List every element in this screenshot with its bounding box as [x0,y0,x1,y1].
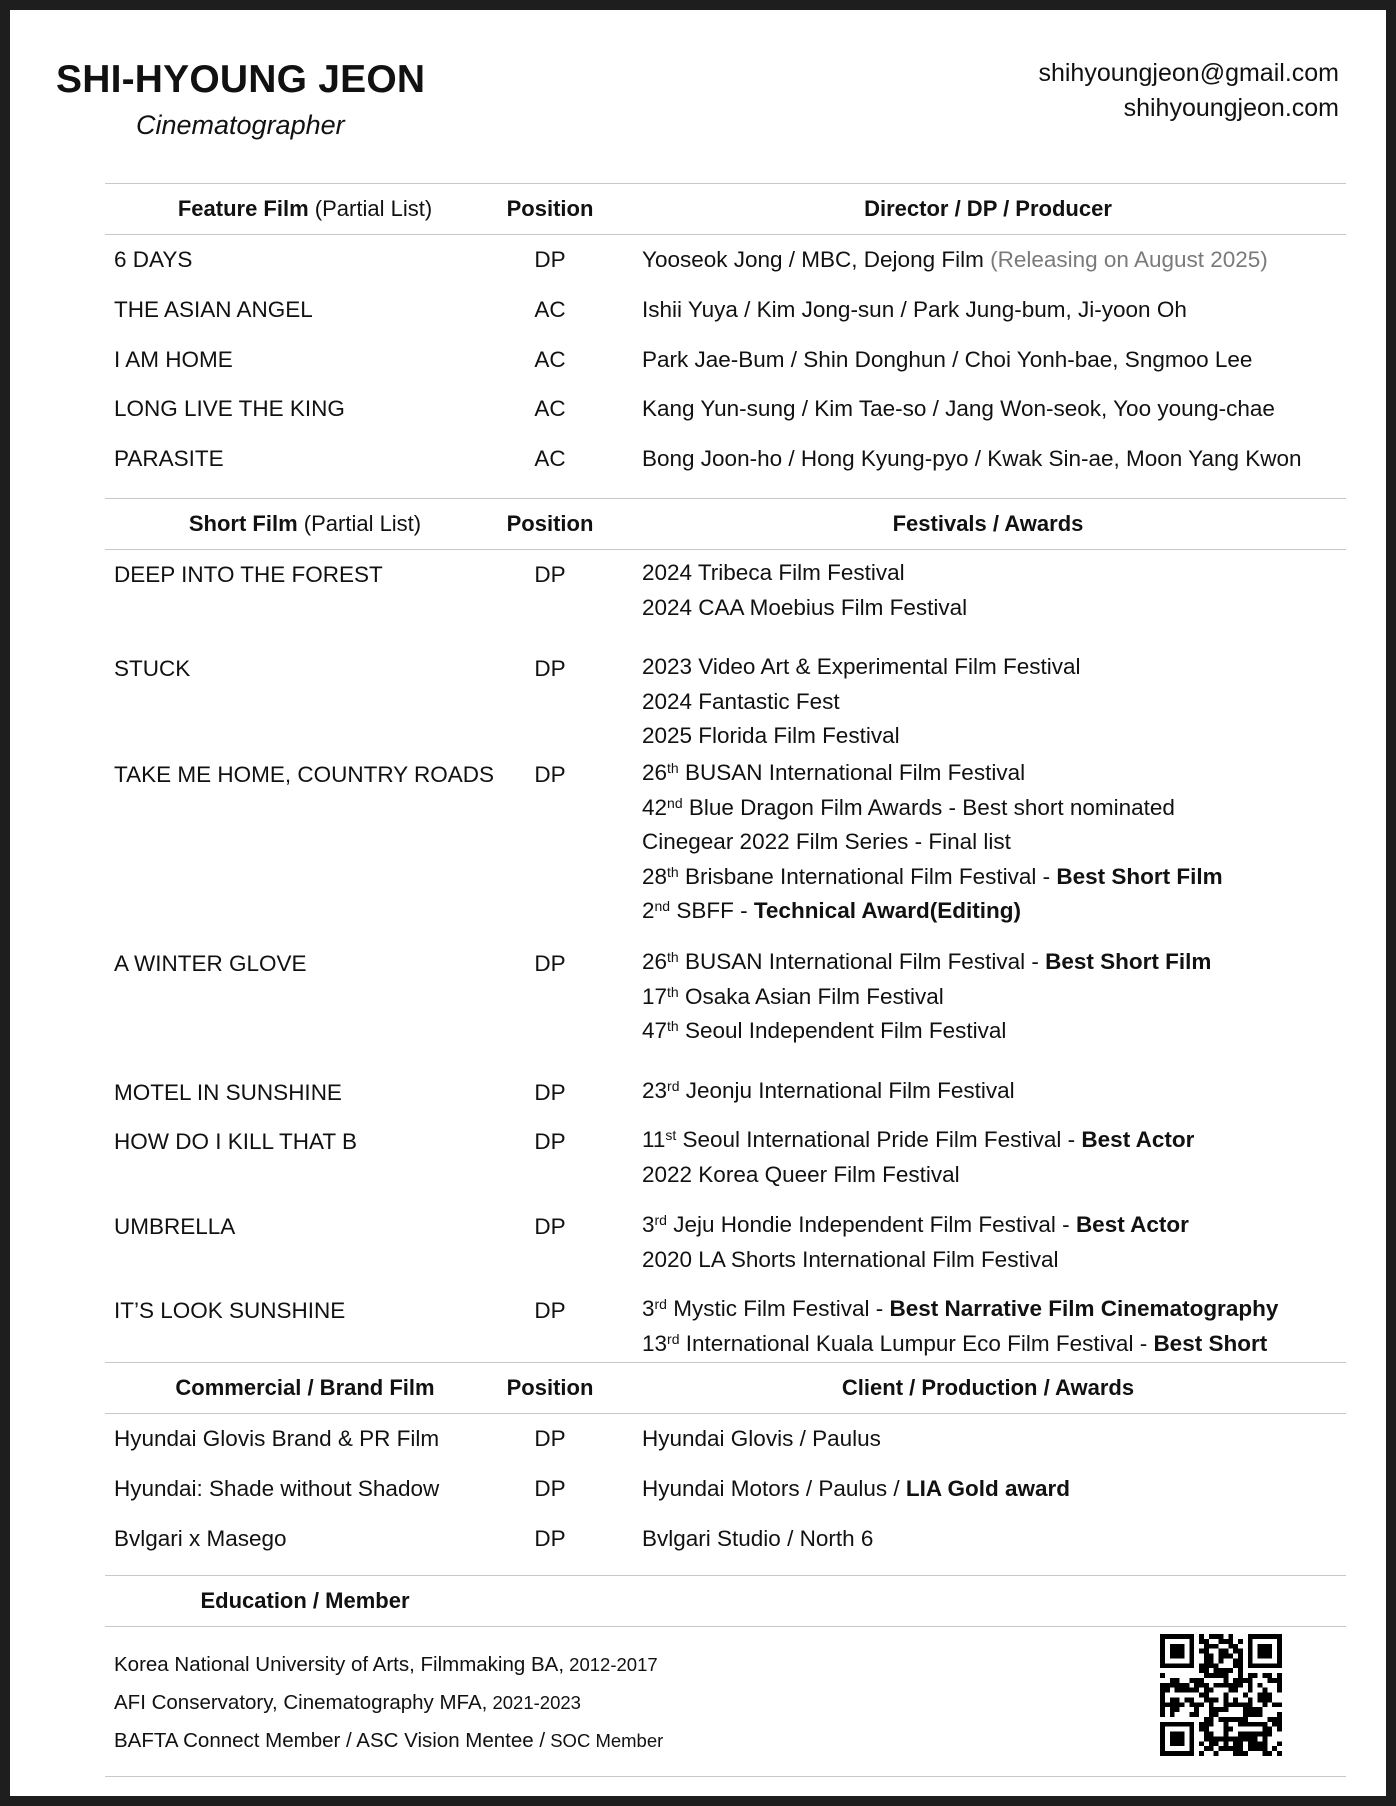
education-section [105,1575,1346,1627]
festival-line: Cinegear 2022 Film Series - Final list [642,829,1011,854]
feature-col-note: (Partial List) [314,196,433,221]
commercial-client: Bvlgari Studio / North 6 [642,1526,874,1551]
film-title: 6 DAYS [114,247,193,272]
festival-line: 42nd Blue Dragon Film Awards - Best short nominated [642,794,1175,820]
festival-list [642,1123,1194,1192]
film-position: DP [534,762,566,787]
commercial-col-position: Position [506,1375,594,1400]
short-film-header [105,498,1346,550]
film-title: MOTEL IN SUNSHINE [114,1080,342,1105]
commercial-position: DP [534,1426,566,1451]
festival-line: 2023 Video Art & Experimental Film Festival [642,654,1081,679]
list-item: AFI Conservatory, Cinematography MFA, 2021-2023 [114,1691,581,1714]
festival-line: 47th Seoul Independent Film Festival [642,1018,1007,1043]
feature-film-header [105,183,1346,235]
commercial-header [105,1362,1346,1414]
film-title: PARASITE [114,446,224,471]
award-name: Best Short [1153,1330,1268,1356]
short-col-note: (Partial List) [303,511,422,536]
commercial-title: Hyundai Glovis Brand & PR Film [114,1426,440,1451]
film-position: DP [534,1080,566,1105]
short-col-festivals: Festivals / Awards [892,511,1084,536]
film-title: UMBRELLA [114,1214,236,1239]
commercial-client: Hyundai Glovis / Paulus [642,1426,881,1451]
education-heading: Education / Member [200,1588,410,1613]
film-position: DP [534,1298,566,1323]
festival-list [642,650,1081,754]
commercial-col-title: Commercial / Brand Film [175,1375,435,1400]
festival-line: 26th BUSAN International Film Festival - Best Short Film [642,949,1212,974]
commercial-title: Hyundai: Shade without Shadow [114,1476,440,1501]
film-title: LONG LIVE THE KING [114,396,345,421]
award-name: Best Actor [1081,1127,1195,1152]
resume-page [10,10,1386,1796]
award-name: Best Short Film [1045,949,1212,974]
contact-block [1038,56,1339,126]
festival-list [642,756,1223,929]
festival-line: 17th Osaka Asian Film Festival [642,983,944,1009]
film-position: AC [534,396,566,421]
award-name: LIA Gold award [905,1476,1071,1501]
film-credits: Kang Yun-sung / Kim Tae-so / Jang Won-seok, Yoo young-chae [642,396,1275,421]
film-title: DEEP INTO THE FOREST [114,562,383,587]
email-link[interactable]: shihyoungjeon@gmail.com [1038,59,1339,87]
film-title: HOW DO I KILL THAT B [114,1129,357,1154]
education-list [114,1646,663,1760]
release-note: (Releasing on August 2025) [990,247,1268,272]
award-name: Best Actor [1075,1212,1189,1237]
film-position: DP [534,1214,566,1239]
film-credits: Bong Joon-ho / Hong Kyung-pyo / Kwak Sin-ae, Moon Yang Kwon [642,446,1302,471]
festival-list [642,1292,1278,1361]
festival-line: 2nd SBFF - Technical Award(Editing) [642,898,1021,923]
festival-line: 13rd International Kuala Lumpur Eco Film Festival - Best Short [642,1330,1268,1356]
festival-line: 3rd Mystic Film Festival - Best Narrative Film Cinematography [642,1296,1279,1321]
film-credits: Ishii Yuya / Kim Jong-sun / Park Jung-bum, Ji-yoon Oh [642,297,1187,322]
festival-line: 2020 LA Shorts International Film Festival [642,1246,1059,1272]
commercial-position: DP [534,1526,566,1551]
festival-line: 2024 Fantastic Fest [642,688,840,714]
film-position: DP [534,656,566,681]
film-position: DP [534,247,566,272]
festival-line: 26th BUSAN International Film Festival [642,760,1026,785]
film-position: DP [534,562,566,587]
festival-line: 11st Seoul International Pride Film Festival - Best Actor [642,1127,1195,1152]
festival-list [642,1208,1189,1277]
film-title: THE ASIAN ANGEL [114,297,313,322]
film-position: AC [534,347,566,372]
qr-code-icon[interactable] [1160,1634,1282,1756]
feature-col-director: Director / DP / Producer [864,196,1112,221]
award-name: Technical Award(Editing) [753,898,1021,923]
festival-line: 2024 CAA Moebius Film Festival [642,594,968,620]
commercial-position: DP [534,1476,566,1501]
film-position: DP [534,951,566,976]
film-credits: Yooseok Jong / MBC, Dejong Film (Releasing on August 2025) [642,247,1268,272]
film-position: AC [534,446,566,471]
bottom-divider [105,1776,1346,1777]
commercial-col-client: Client / Production / Awards [841,1375,1135,1400]
commercial-section [105,1362,1346,1551]
film-position: DP [534,1129,566,1154]
film-title: A WINTER GLOVE [114,951,307,976]
list-item: Korea National University of Arts, Filmmaking BA, 2012-2017 [114,1653,658,1676]
feature-col-title: Feature Film [177,196,309,221]
feature-col-position: Position [506,196,594,221]
festival-line: 2022 Korea Queer Film Festival [642,1161,960,1187]
person-name: SHI-HYOUNG JEON [56,58,426,101]
short-film-section [105,498,1346,1356]
feature-film-section [105,183,1346,471]
short-col-position: Position [506,511,594,536]
festival-line: 3rd Jeju Hondie Independent Film Festival - Best Actor [642,1212,1189,1237]
film-title: IT’S LOOK SUNSHINE [114,1298,346,1323]
person-title: Cinematographer [136,110,345,140]
festival-list [642,556,967,625]
film-title: STUCK [114,656,191,681]
award-name: Best Short Film [1056,863,1223,889]
education-header [105,1575,1346,1627]
festival-list [642,945,1211,1049]
website-link[interactable]: shihyoungjeon.com [1123,94,1339,122]
film-title: I AM HOME [114,347,233,372]
film-title: TAKE ME HOME, COUNTRY ROADS [114,762,495,787]
festival-list [642,1074,1015,1109]
festival-line: 2025 Florida Film Festival [642,723,900,748]
short-col-title: Short Film [188,511,298,536]
commercial-client: Hyundai Motors / Paulus / LIA Gold award [642,1476,1071,1501]
list-item: BAFTA Connect Member / ASC Vision Mentee / SOC Member [114,1729,664,1752]
film-credits: Park Jae-Bum / Shin Donghun / Choi Yonh-bae, Sngmoo Lee [642,347,1253,372]
festival-line: 28th Brisbane International Film Festival - Best Short Film [642,863,1223,889]
award-name: Best Narrative Film Cinematography [889,1296,1279,1321]
commercial-title: Bvlgari x Masego [114,1526,287,1551]
festival-line: 2024 Tribeca Film Festival [642,560,905,585]
festival-line: 23rd Jeonju International Film Festival [642,1078,1015,1103]
film-position: AC [534,297,566,322]
